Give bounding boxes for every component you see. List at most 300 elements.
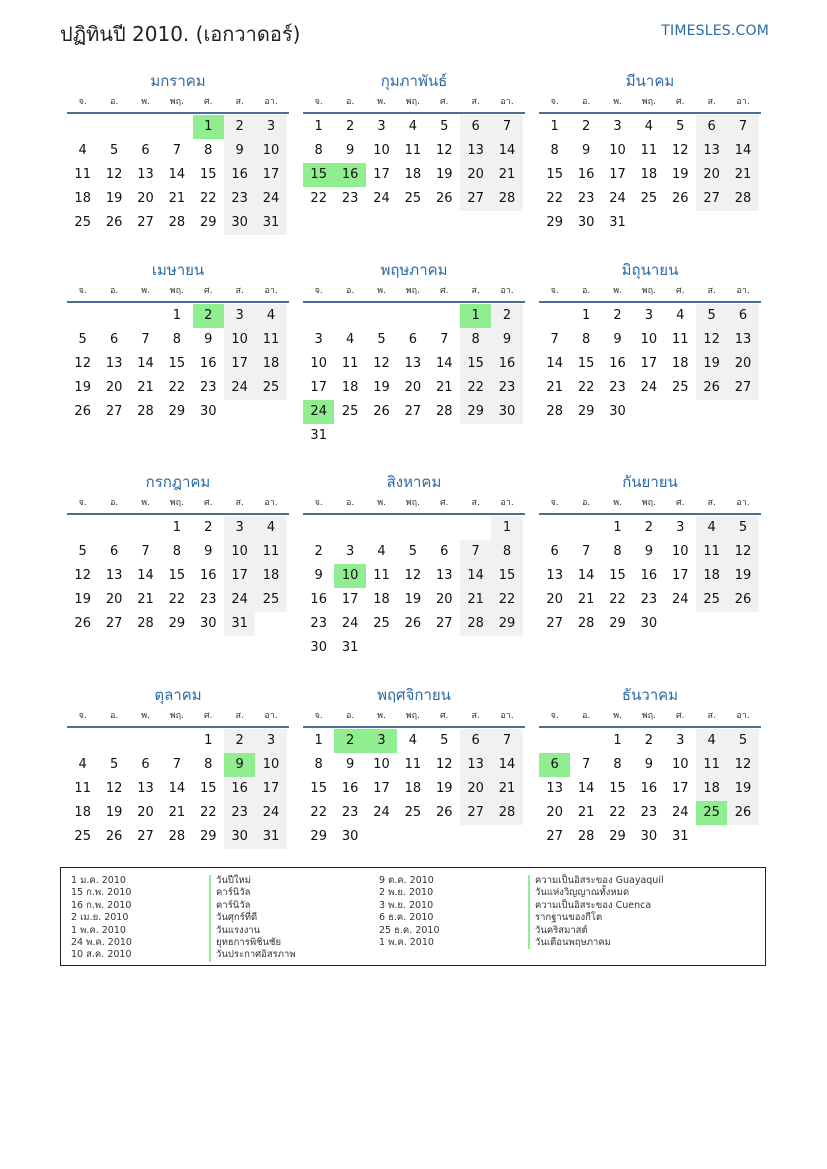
month-block [67,70,289,235]
day-cell: 6 [550,544,559,559]
day-cell: 17 [310,380,327,395]
empty-cell [67,304,98,328]
day-cell: 4 [255,516,286,540]
day-cell: 17 [609,167,626,182]
day-cell: 9 [204,332,213,347]
weekday-label: อ. [581,97,591,107]
day-cell: 30 [199,404,217,419]
legend-date: 10 ส.ค. 2010 [71,949,132,961]
day-cell: 13 [404,356,422,371]
day-cell: 8 [204,757,213,772]
day-cell: 2 [345,119,355,134]
day-cell: 1 [613,733,622,748]
weekday-label: พฤ. [405,97,420,107]
day-cell: 3 [255,115,286,139]
day-cell: 13 [105,356,123,371]
month-block [303,471,525,660]
weekday-header [303,493,525,515]
day-cell: 16 [199,568,217,583]
day-cell: 10 [671,544,689,559]
day-cell: 19 [727,777,758,801]
empty-cell [98,115,129,139]
day-cell: 6 [696,115,727,139]
legend-date: 15 ก.พ. 2010 [71,887,132,899]
day-cell: 1 [314,733,323,748]
day-cell: 13 [105,568,123,583]
day-cell: 31 [224,612,255,636]
empty-cell [67,516,98,540]
day-cell: 15 [609,568,626,583]
day-cell: 11 [696,753,727,777]
weekday-label: ส. [235,498,244,508]
day-cell: 12 [696,328,727,352]
day-cell: 27 [105,404,123,419]
weekday-label: พ. [141,498,150,508]
day-cell: 17 [341,592,359,607]
day-cell: 24 [671,805,689,820]
day-cell: 23 [609,380,626,395]
day-cell: 12 [404,568,422,583]
day-cell: 14 [137,568,154,583]
day-cell: 6 [141,143,150,158]
day-cell: 22 [460,376,491,400]
legend-date: 1 พ.ค. 2010 [379,937,434,949]
day-cell: 9 [204,544,213,559]
day-cell: 31 [255,211,286,235]
day-cell: 6 [109,332,119,347]
day-cell: 11 [74,781,91,796]
legend-holiday-name: วันเตือนพฤษภาคม [528,937,664,949]
day-cell: 23 [341,805,359,820]
weekday-header [303,706,525,728]
day-cell: 24 [224,588,255,612]
day-cell: 1 [172,520,181,535]
day-cell: 9 [314,568,323,583]
weekday-label: อ. [109,286,119,296]
brand-logo[interactable]: TIMESLES.COM [661,23,769,39]
days-grid [67,516,289,636]
day-cell: 14 [168,781,186,796]
day-cell: 14 [577,568,595,583]
day-cell: 29 [546,215,563,230]
day-cell: 31 [341,640,359,655]
day-cell: 29 [199,829,217,844]
day-cell: 30 [224,211,255,235]
month-block [539,70,761,235]
day-cell: 19 [404,592,422,607]
day-cell: 9 [581,143,591,158]
day-cell: 8 [314,757,323,772]
day-cell: 20 [460,777,491,801]
day-cell: 17 [255,163,286,187]
day-cell: 4 [345,332,355,347]
legend-date: 25 ธ.ค. 2010 [379,924,440,936]
day-cell: 15 [168,356,186,371]
day-cell: 20 [137,805,154,820]
day-cell: 27 [435,616,453,631]
day-cell: 10 [255,753,286,777]
holiday-day-cell: 10 [334,564,365,588]
day-cell: 22 [199,191,217,206]
day-cell: 5 [109,143,119,158]
weekday-label: พ. [613,711,622,721]
empty-cell [570,729,601,753]
day-cell: 2 [644,520,653,535]
day-cell: 27 [404,404,422,419]
days-grid [539,304,761,424]
day-cell: 20 [404,380,422,395]
weekday-label: พ. [377,711,386,721]
day-cell: 15 [199,781,217,796]
month-name: มีนาคม [625,72,675,90]
day-cell: 16 [310,592,327,607]
empty-cell [161,115,192,139]
day-cell: 3 [314,332,323,347]
weekday-label: พฤ. [641,711,656,721]
day-cell: 17 [255,777,286,801]
empty-cell [460,516,491,540]
day-cell: 28 [577,829,595,844]
weekday-header [303,281,525,303]
day-cell: 20 [546,592,563,607]
weekday-label: พ. [613,286,622,296]
day-cell: 17 [671,568,689,583]
day-cell: 31 [255,825,286,849]
weekday-label: ศ. [203,97,213,107]
day-cell: 12 [671,143,689,158]
day-cell: 20 [105,592,123,607]
day-cell: 10 [224,540,255,564]
day-cell: 12 [105,167,123,182]
weekday-label: อา. [264,286,278,296]
day-cell: 15 [460,352,491,376]
weekday-label: ส. [471,97,480,107]
day-cell: 25 [255,588,286,612]
day-cell: 26 [74,616,91,631]
day-cell: 7 [141,332,150,347]
day-cell: 6 [727,304,758,328]
empty-cell [98,729,129,753]
day-cell: 28 [435,404,453,419]
day-cell: 24 [373,805,390,820]
day-cell: 23 [224,801,255,825]
day-cell: 18 [671,356,689,371]
weekday-label: ส. [471,711,480,721]
legend-names-col-1 [209,875,296,962]
weekday-header [539,706,761,728]
weekday-label: จ. [78,286,87,296]
day-cell: 27 [460,187,491,211]
weekday-header [67,92,289,114]
day-cell: 24 [373,191,390,206]
day-cell: 23 [224,187,255,211]
day-cell: 14 [491,139,522,163]
days-grid [303,115,525,211]
day-cell: 23 [310,616,327,631]
day-cell: 1 [204,733,213,748]
day-cell: 9 [491,328,522,352]
day-cell: 7 [172,757,181,772]
day-cell: 23 [640,805,658,820]
weekday-label: ส. [707,286,716,296]
empty-cell [161,729,192,753]
legend-holiday-name: คาร์นิวัล [209,887,296,899]
day-cell: 21 [546,380,563,395]
day-cell: 26 [696,376,727,400]
empty-cell [130,729,161,753]
legend-date: 9 ต.ค. 2010 [379,875,434,886]
day-cell: 10 [640,332,658,347]
day-cell: 1 [613,520,622,535]
day-cell: 22 [168,380,186,395]
legend-date: 3 พ.ย. 2010 [379,899,434,911]
day-cell: 10 [310,356,327,371]
holiday-day-cell: 15 [303,163,334,187]
empty-cell [98,516,129,540]
day-cell: 7 [172,143,181,158]
day-cell: 1 [550,119,559,134]
day-cell: 28 [727,187,758,211]
day-cell: 29 [460,400,491,424]
legend-date: 6 ธ.ค. 2010 [379,912,434,924]
day-cell: 5 [377,332,386,347]
legend-date: 2 พ.ย. 2010 [379,887,434,899]
day-cell: 15 [310,781,327,796]
day-cell: 18 [373,592,390,607]
day-cell: 19 [727,564,758,588]
day-cell: 4 [78,757,87,772]
day-cell: 27 [460,801,491,825]
weekday-label: ศ. [675,97,685,107]
day-cell: 2 [204,520,213,535]
empty-cell [67,115,98,139]
day-cell: 5 [727,516,758,540]
day-cell: 30 [199,616,217,631]
month-block [303,70,525,211]
day-cell: 21 [577,592,595,607]
day-cell: 28 [577,616,595,631]
day-cell: 14 [727,139,758,163]
month-name: กันยายน [622,473,678,491]
weekday-label: จ. [78,498,87,508]
day-cell: 18 [255,564,286,588]
month-block [303,684,525,849]
weekday-label: ศ. [439,97,449,107]
day-cell: 2 [224,729,255,753]
day-cell: 16 [640,781,658,796]
day-cell: 16 [199,356,217,371]
day-cell: 22 [577,380,595,395]
day-cell: 28 [491,187,522,211]
weekday-label: อา. [500,286,514,296]
month-block [303,259,525,448]
weekday-label: ศ. [203,498,213,508]
day-cell: 17 [671,781,689,796]
day-cell: 29 [168,404,186,419]
day-cell: 3 [224,516,255,540]
weekday-label: อ. [345,286,355,296]
day-cell: 24 [255,801,286,825]
day-cell: 19 [435,781,453,796]
weekday-label: อ. [109,711,119,721]
day-cell: 7 [550,332,559,347]
day-cell: 21 [137,380,154,395]
weekday-label: ส. [235,711,244,721]
day-cell: 25 [255,376,286,400]
legend-holiday-name: วันแห่งวิญญาณทั้งหมด [528,887,664,899]
day-cell: 29 [310,829,327,844]
day-cell: 4 [408,733,417,748]
day-cell: 6 [440,544,449,559]
day-cell: 21 [137,592,154,607]
weekday-label: อ. [109,498,119,508]
day-cell: 21 [727,163,758,187]
days-grid [67,304,289,424]
day-cell: 26 [105,215,123,230]
legend-holiday-name: ความเป็นอิสระของ Guayaquil [528,875,664,887]
weekday-label: จ. [314,97,323,107]
day-cell: 25 [341,404,359,419]
days-grid [539,729,761,849]
day-cell: 16 [577,167,595,182]
day-cell: 30 [577,215,595,230]
day-cell: 27 [727,376,758,400]
day-cell: 30 [224,825,255,849]
day-cell: 7 [460,540,491,564]
month-name: พฤศจิกายน [377,686,451,704]
day-cell: 9 [644,544,653,559]
weekday-label: จ. [550,286,559,296]
day-cell: 23 [341,191,359,206]
empty-cell [334,304,365,328]
weekday-label: อา. [500,97,514,107]
weekday-label: พฤ. [641,97,656,107]
day-cell: 22 [546,191,563,206]
weekday-label: จ. [550,97,559,107]
day-cell: 9 [345,143,355,158]
day-cell: 3 [255,729,286,753]
day-cell: 11 [255,328,286,352]
day-cell: 23 [199,380,217,395]
day-cell: 10 [224,328,255,352]
day-cell: 18 [696,564,727,588]
day-cell: 7 [581,544,591,559]
weekday-header [67,281,289,303]
empty-cell [429,516,460,540]
month-name: มิถุนายน [621,261,679,279]
day-cell: 21 [491,777,522,801]
weekday-label: อ. [345,498,355,508]
day-cell: 4 [696,516,727,540]
day-cell: 13 [727,328,758,352]
day-cell: 5 [727,729,758,753]
holiday-day-cell: 9 [224,753,255,777]
empty-cell [303,516,334,540]
day-cell: 21 [460,588,491,612]
month-name: เมษายน [151,261,205,279]
holiday-day-cell: 16 [334,163,365,187]
holiday-day-cell: 6 [539,753,570,777]
day-cell: 14 [137,356,154,371]
weekday-label: พ. [141,286,150,296]
day-cell: 27 [105,616,123,631]
day-cell: 23 [199,592,217,607]
month-block [539,471,761,636]
legend-date: 24 พ.ค. 2010 [71,937,132,949]
weekday-label: จ. [314,286,323,296]
empty-cell [539,304,570,328]
day-cell: 12 [74,568,91,583]
day-cell: 24 [640,380,658,395]
weekday-label: อา. [500,711,514,721]
day-cell: 3 [377,119,386,134]
day-cell: 30 [310,640,327,655]
day-cell: 8 [172,332,181,347]
weekday-header [539,493,761,515]
day-cell: 11 [74,167,91,182]
day-cell: 9 [613,332,622,347]
holiday-day-cell: 2 [334,729,365,753]
day-cell: 3 [345,544,355,559]
weekday-label: ศ. [675,711,685,721]
day-cell: 2 [613,308,622,323]
weekday-label: อา. [264,711,278,721]
legend-holiday-name: รากฐานของกีโต [528,912,664,924]
day-cell: 28 [137,616,154,631]
day-cell: 29 [609,829,626,844]
empty-cell [334,516,365,540]
day-cell: 18 [74,805,91,820]
weekday-label: ส. [707,97,716,107]
day-cell: 1 [581,308,591,323]
month-name: ธันวาคม [621,686,679,704]
day-cell: 19 [671,167,689,182]
day-cell: 25 [404,805,422,820]
month-block [67,684,289,849]
weekday-label: พฤ. [405,711,420,721]
empty-cell [570,516,601,540]
weekday-label: พฤ. [169,711,184,721]
day-cell: 18 [640,167,658,182]
day-cell: 22 [310,805,327,820]
day-cell: 13 [137,167,154,182]
weekday-label: อ. [345,711,355,721]
day-cell: 27 [137,215,154,230]
day-cell: 11 [404,143,422,158]
weekday-label: ส. [471,498,480,508]
day-cell: 13 [137,781,154,796]
day-cell: 29 [199,215,217,230]
day-cell: 15 [546,167,563,182]
day-cell: 5 [696,304,727,328]
day-cell: 18 [74,191,91,206]
day-cell: 26 [727,801,758,825]
day-cell: 24 [255,187,286,211]
day-cell: 12 [105,781,123,796]
day-cell: 7 [491,115,522,139]
legend-date: 1 พ.ค. 2010 [71,924,126,936]
day-cell: 3 [676,733,685,748]
day-cell: 22 [491,588,522,612]
empty-cell [539,729,570,753]
holiday-day-cell: 24 [303,400,334,424]
day-cell: 18 [404,781,422,796]
day-cell: 14 [577,781,595,796]
day-cell: 8 [613,544,622,559]
empty-cell [429,304,460,328]
day-cell: 12 [373,356,390,371]
weekday-label: พฤ. [169,286,184,296]
